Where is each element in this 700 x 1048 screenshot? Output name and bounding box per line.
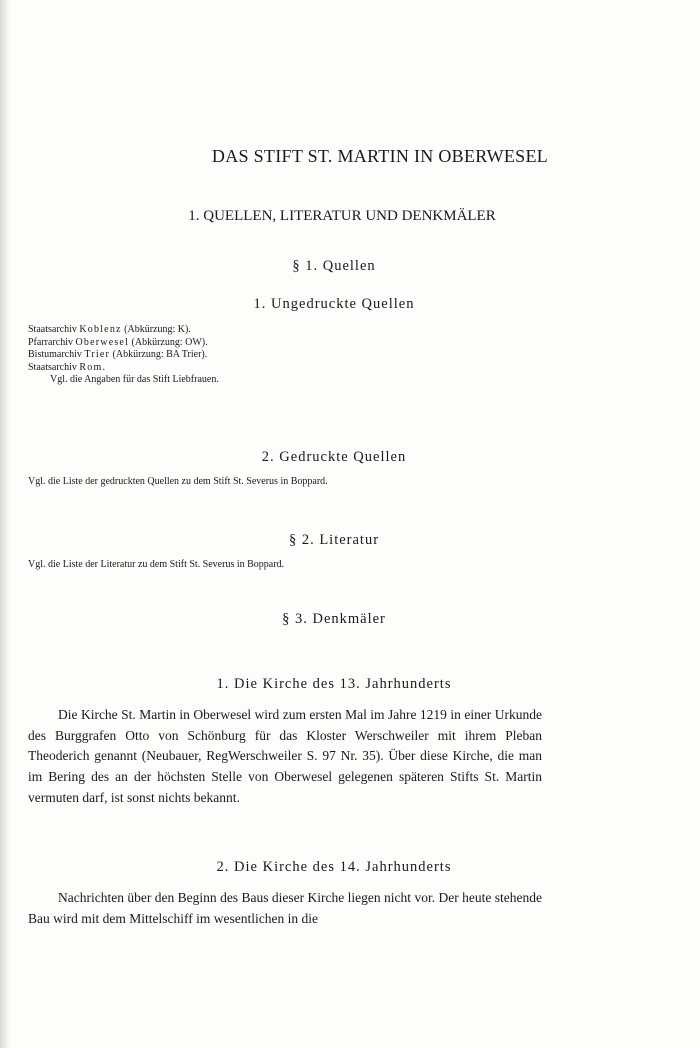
archive-entry: Staatsarchiv Rom. <box>28 361 105 373</box>
subheading-kirche-13-jh: 1. Die Kirche des 13. Jahrhunderts <box>216 676 452 692</box>
archive-list <box>28 324 219 387</box>
subheading-ungedruckte-quellen: 1. Ungedruckte Quellen <box>253 296 415 312</box>
section-heading-denkmaeler: § 3. Denkmäler <box>282 611 386 627</box>
subheading-kirche-14-jh: 2. Die Kirche des 14. Jahrhunderts <box>216 859 452 875</box>
paragraph-kirche-14-jh: Nachrichten über den Beginn des Baus dieser Kirche liegen nicht vor. Der heute stehende Bau wird mit dem Mittelschiff im wesentlichen in die <box>28 890 542 926</box>
archive-entry: Pfarrarchiv Oberwesel (Abkürzung: OW). <box>28 336 208 348</box>
part-title: 1. QUELLEN, LITERATUR UND DENKMÄLER <box>188 208 496 224</box>
archive-entry: Staatsarchiv Koblenz (Abkürzung: K). <box>28 324 191 335</box>
subheading-gedruckte-quellen: 2. Gedruckte Quellen <box>261 449 407 465</box>
paragraph-kirche-13-jh: Die Kirche St. Martin in Oberwesel wird zum ersten Mal im Jahre 1219 in einer Urkunde des Burggrafen Otto von Schönburg für das Kloster Werschweiler mit ihrem Pleban Theoderich genannt (Neubauer, RegWerschweiler S. 97 Nr. 35). Über diese Kirche, die man im Bering des an der höchsten Stelle von Oberwesel gelegenen späteren Stifts St. Martin vermuten darf, ist sonst nichts bekannt. <box>28 707 542 805</box>
archive-entry: Bistumarchiv Trier (Abkürzung: BA Trier). <box>28 349 208 360</box>
gedruckte-quellen-note: Vgl. die Liste der gedruckten Quellen zu dem Stift St. Severus in Boppard. <box>28 476 328 487</box>
archive-note: Vgl. die Angaben für das Stift Liebfrauen. <box>50 374 219 385</box>
section-heading-literatur: § 2. Literatur <box>288 532 380 548</box>
document-title: DAS STIFT ST. MARTIN IN OBERWESEL <box>211 146 549 166</box>
section-heading-quellen: § 1. Quellen <box>292 258 376 274</box>
page-edge-shadow <box>0 0 10 1048</box>
literatur-note: Vgl. die Liste der Literatur zu dem Stift St. Severus in Boppard. <box>28 559 285 570</box>
